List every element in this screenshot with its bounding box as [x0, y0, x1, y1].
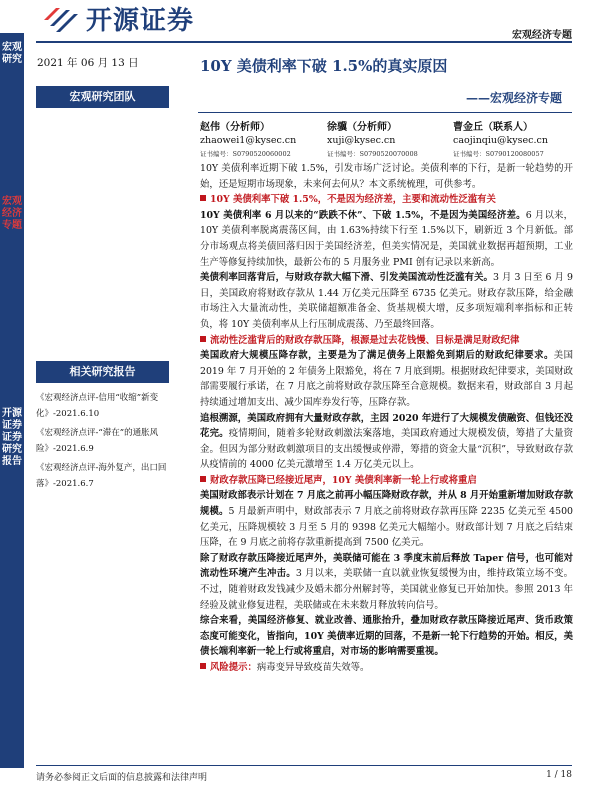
author-cert: 证书编号：S0790520070008 [327, 150, 418, 158]
bullet-icon [200, 476, 206, 482]
team-label: 宏观研究团队 [36, 86, 169, 108]
risk-label: 风险提示： [210, 662, 257, 673]
header-divider [36, 41, 572, 43]
bullet-text: 流动性泛滥背后的财政存款压降，根源是过去花钱慢、目标是满足财政纪律 [210, 334, 520, 346]
paragraph-lead: 美国财政部表示计划在 7 月底之前再小幅压降财政存款，并从 8 月开始重新增加财政存款规模。 [200, 490, 573, 518]
related-reports-list [36, 390, 174, 495]
bullet-icon [200, 336, 206, 342]
author-block [453, 121, 548, 161]
report-title: 10Y 美债利率下破 1.5%的真实原因 [200, 57, 448, 75]
body-paragraph [200, 270, 573, 332]
report-subtitle: ——宏观经济专题 [465, 91, 562, 105]
section-bullet-2 [200, 333, 573, 349]
bullet-text: 10Y 美债利率下破 1.5%，不是因为经济差，主要和流动性泛滥有关 [210, 194, 496, 206]
author-cert: 证书编号：S0790520060002 [200, 150, 291, 158]
paragraph-text: 疫情期间，随着多轮财政刺激法案落地，美国政府通过大规模发债，筹措了大量资金。但因为部分财政刺激项目的支出缓慢或停滞，筹措的资金大量“沉积”，导致财政存款从疫情前的 4000 亿美元激增至 1.4 万亿美元以上。 [200, 428, 573, 471]
body-paragraph [200, 613, 573, 660]
paragraph-lead: 除了财政存款压降接近尾声外，美联储可能在 3 季度末前后释放 Taper 信号，也可能对流动性环境产生冲击。 [200, 552, 573, 580]
author-email[interactable]: caojinqiu@kysec.cn [453, 135, 548, 146]
bullet-icon [200, 663, 206, 669]
kysec-logo-icon [42, 2, 78, 32]
paragraph-text: 6 月以来，10Y 美债利率脱离震荡区间，由 1.63%持续下行至 1.5%以下，刷新近 3 个月新低。部分市场观点将美债回落归因于美国经济差，但美实情况是，美国就业数据再超预期，工业生产等修复持续加快，最新公布的 5 月服务业 PMI 创有记录以来新高。 [200, 209, 573, 268]
strip-label-macro: 宏观研究 [2, 42, 22, 65]
risk-note [200, 660, 573, 676]
paragraph-lead: 追根溯源，美国政府拥有大量财政存款，主因 2020 年进行了大规模发债融资、但钱还没花完。 [200, 412, 573, 440]
body-paragraph [200, 551, 573, 613]
brand-logo-text: 开源证券 [86, 6, 195, 36]
paragraph-lead: 综合来看，美国经济修复、就业改善、通胀抬升，叠加财政存款压降接近尾声、货币政策态度可能变化，皆指向，10Y 美债率近期的回落，不是新一轮下行趋势的开始。相反，美债长端利率新一轮上行或将重启，对市场的影响需要重视。 [200, 615, 573, 658]
bullet-text: 财政存款压降已经接近尾声，10Y 美债利率新一轮上行或将重启 [210, 474, 477, 486]
body-paragraph [200, 348, 573, 410]
page-number: 1 / 18 [546, 770, 572, 780]
body-paragraph [200, 488, 573, 550]
intro-paragraph: 10Y 美债利率近期下破 1.5%，引发市场广泛讨论。美债利率的下行，是新一轮趋势的开始，还是短期市场现象，未来何去何从？本文系统梳理，可供参考。 [200, 163, 573, 190]
report-body [200, 161, 573, 676]
footer-disclaimer: 请务必参阅正文后面的信息披露和法律声明 [36, 773, 208, 783]
paragraph-text: 3 月以来，美联储一直以就业恢复缓慢为由，维持政策立场不变。不过，随着财政发钱减少及婚未都分州解封等，美国就业修复已开始加快。参照 2013 年经验及就业修复进程，美联储或在未来数月释放转向信号。 [200, 568, 573, 611]
risk-text: 病毒变异导致疫苗失效等。 [256, 662, 370, 673]
header-report-type: 宏观经济专题 [512, 30, 572, 41]
paragraph-text: 5 月最新声明中，财政部表示 7 月底之前将财政存款再压降 2235 亿美元至 4500 亿美元，压降规模较 3 月至 5 月的 9398 亿美元大幅缩小。财政部计划 7 月底之后结束压降，在 9 月底之前将存款重新提高到 7500 亿美元。 [200, 506, 573, 549]
section-bullet-1 [200, 192, 573, 208]
paragraph-lead: 10Y 美债利率 6 月以来的“跌跌不休”、下破 1.5%，不是因为美国经济差。 [200, 209, 526, 221]
strip-label-brand: 开源证券 证券研究报告 [2, 408, 22, 467]
related-report-link[interactable]: 《宏观经济点评-信用“收缩”新变化》-2021.6.10 [36, 393, 159, 419]
title-divider [198, 112, 572, 113]
author-cert: 证书编号：S0790120080057 [453, 150, 544, 158]
related-report-link[interactable]: 《宏观经济点评-“滞在”的通胀风险》-2021.6.9 [36, 428, 159, 454]
author-name: 曹金丘（联系人） [453, 122, 533, 133]
section-bullet-3 [200, 473, 573, 489]
paragraph-text: 3 月 3 日至 6 月 9 日，美国政府将财政存款从 1.44 万亿美元压降至 6735 亿美元。财政存款压降，给金融市场注入大量流动性，美联储超额准备金、货基规模大增，反多项短端利率指标和正转负，将 10Y 美债利率从上行压制成震荡、乃至最终回落。 [200, 272, 573, 330]
footer-divider [36, 765, 572, 766]
paragraph-lead: 美债利率回落背后，与财政存款大幅下滑、引发美国流动性泛滥有关。 [200, 272, 493, 284]
author-name: 赵伟（分析师） [200, 122, 270, 133]
bullet-icon [200, 195, 206, 201]
body-paragraph [200, 411, 573, 473]
strip-label-topic: 宏观经济专题 [2, 196, 22, 231]
paragraph-lead: 美国政府大规模压降存款，主要是为了满足债务上限豁免到期后的财政纪律要求。 [200, 350, 554, 362]
related-reports-heading: 相关研究报告 [36, 361, 169, 383]
author-name: 徐骥（分析师） [327, 122, 397, 133]
paragraph-text: 美国 2019 年 7 月开始的 2 年债务上限豁免，将在 7 月底到期。根据财政纪律要求，美国财政部需要履行承诺，在 7 月底之前将财政存款压降至合意规模。数据来看，财政部自 3 月起持续通过增加支出、减少国库券发行等，压降存款。 [200, 350, 573, 408]
report-date: 2021 年 06 月 13 日 [37, 57, 139, 69]
author-block [200, 121, 296, 161]
related-report-link[interactable]: 《宏观经济点评-海外复产，出口回落》-2021.6.7 [36, 463, 167, 489]
author-email[interactable]: zhaowei1@kysec.cn [200, 135, 297, 146]
body-paragraph [200, 208, 573, 270]
author-email[interactable]: xuji@kysec.cn [327, 135, 396, 146]
author-block [327, 121, 418, 161]
left-side-strip [0, 33, 24, 768]
